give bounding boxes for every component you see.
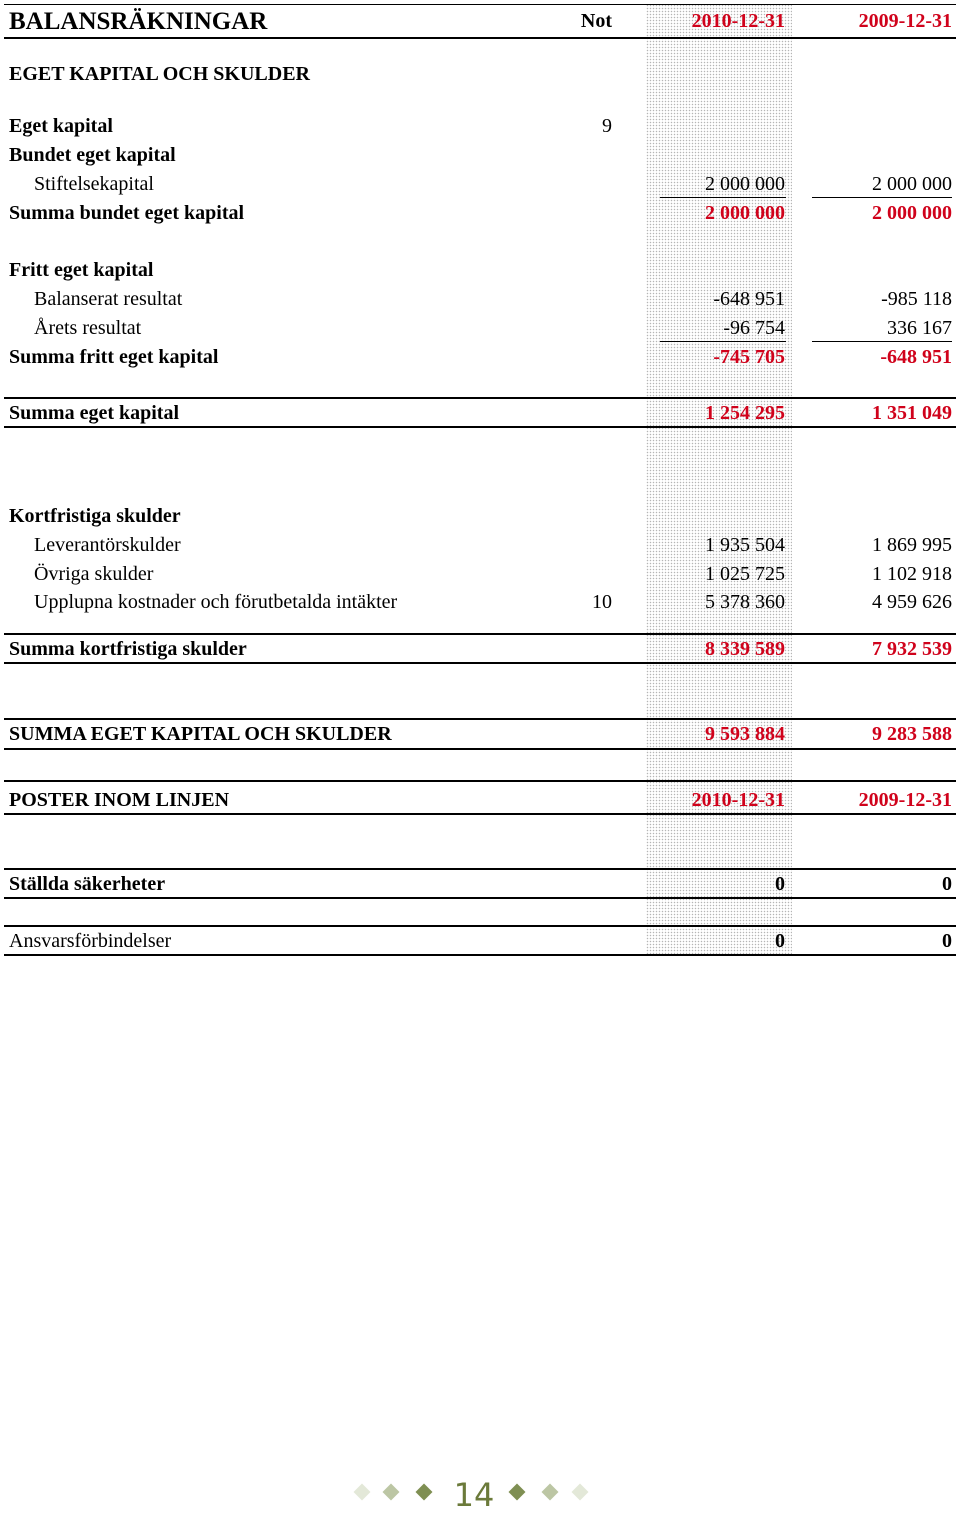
grand-total-row (6, 720, 957, 749)
prior-value: 7 932 539 (872, 638, 952, 660)
prior-value: 2 000 000 (872, 173, 952, 195)
section-title: EGET KAPITAL OCH SKULDER (9, 63, 310, 85)
off-balance-rule-top (4, 780, 956, 782)
prior-value: 2 000 000 (872, 202, 952, 224)
equity-note: 9 (602, 115, 612, 137)
diamond-ornament-icon (542, 1484, 559, 1501)
table-row (6, 285, 957, 314)
row-label: Summa fritt eget kapital (9, 346, 219, 368)
balance-sheet-header (6, 7, 957, 36)
prior-value: 0 (942, 930, 952, 952)
liabilities-heading-row (6, 502, 957, 531)
grand-total-rule-top (4, 718, 956, 720)
table-row (6, 927, 957, 956)
row-rule-bottom (4, 954, 956, 956)
row-rule-top (4, 868, 956, 870)
restricted-equity-heading-row (6, 141, 957, 170)
subtotal-row (6, 199, 957, 228)
top-rule (4, 4, 956, 5)
row-label: Balanserat resultat (34, 288, 183, 310)
table-row (6, 588, 957, 617)
current-value: 9 593 884 (705, 723, 785, 745)
current-value: 8 339 589 (705, 638, 785, 660)
prior-value: 0 (942, 873, 952, 895)
current-value: 5 378 360 (705, 591, 785, 613)
current-value: 1 254 295 (705, 402, 785, 424)
header-rule (4, 37, 956, 39)
row-label: Ansvarsförbindelser (9, 930, 172, 952)
total-rule-bottom (4, 662, 956, 664)
row-label: Summa eget kapital (9, 402, 179, 424)
row-label: Övriga skulder (34, 563, 154, 585)
total-row (6, 635, 957, 664)
table-row (6, 314, 957, 343)
prior-value: -648 951 (880, 346, 952, 368)
subtotal-rule-current (660, 197, 786, 198)
current-value: 1 025 725 (705, 563, 785, 585)
table-row (6, 870, 957, 899)
subtotal-rule-current (660, 341, 786, 342)
off-balance-title: POSTER INOM LINJEN (9, 789, 230, 811)
current-year-column-header: 2010-12-31 (691, 789, 785, 811)
row-label: Årets resultat (34, 317, 142, 339)
row-note: 10 (592, 591, 612, 613)
unrestricted-equity-title: Fritt eget kapital (9, 259, 154, 281)
current-value: 2 000 000 (705, 173, 785, 195)
section-heading (6, 60, 957, 89)
prior-value: 9 283 588 (872, 723, 952, 745)
row-label: Summa kortfristiga skulder (9, 638, 247, 660)
row-rule-bottom (4, 897, 956, 899)
row-label: Stiftelsekapital (34, 173, 154, 195)
prior-value: -985 118 (881, 288, 952, 310)
row-label: SUMMA EGET KAPITAL OCH SKULDER (9, 723, 392, 745)
total-rule-top (4, 397, 956, 399)
prior-value: 1 869 995 (872, 534, 952, 556)
total-row (6, 399, 957, 428)
page-number: 14 (453, 1476, 495, 1514)
current-value: 2 000 000 (705, 202, 785, 224)
prior-value: 1 351 049 (872, 402, 952, 424)
subtotal-rule-prior (812, 197, 952, 198)
total-rule-top (4, 633, 956, 635)
row-rule-top (4, 925, 956, 927)
current-value: 0 (775, 930, 785, 952)
diamond-ornament-icon (509, 1484, 526, 1501)
row-label: Leverantörskulder (34, 534, 181, 556)
row-label: Ställda säkerheter (9, 873, 166, 895)
diamond-ornament-icon (383, 1484, 400, 1501)
table-row (6, 170, 957, 199)
diamond-ornament-icon (416, 1484, 433, 1501)
diamond-ornament-icon (354, 1484, 371, 1501)
current-value: -96 754 (723, 317, 785, 339)
note-column-header: Not (580, 10, 612, 32)
prior-value: 1 102 918 (872, 563, 952, 585)
table-row (6, 531, 957, 560)
page-title: BALANSRÄKNINGAR (9, 8, 268, 35)
current-value: -745 705 (713, 346, 785, 368)
total-rule-bottom (4, 426, 956, 428)
prior-year-column-header: 2009-12-31 (858, 789, 952, 811)
off-balance-header (6, 786, 957, 815)
grand-total-rule-bottom (4, 748, 956, 750)
current-year-column-header: 2010-12-31 (691, 10, 785, 32)
prior-value: 4 959 626 (872, 591, 952, 613)
page-footer (0, 1474, 960, 1518)
table-row (6, 560, 957, 589)
subtotal-rule-prior (812, 341, 952, 342)
diamond-ornament-icon (572, 1484, 589, 1501)
prior-value: 336 167 (887, 317, 952, 339)
current-value: 1 935 504 (705, 534, 785, 556)
current-value: 0 (775, 873, 785, 895)
prior-year-column-header: 2009-12-31 (858, 10, 952, 32)
current-value: -648 951 (713, 288, 785, 310)
row-label: Summa bundet eget kapital (9, 202, 245, 224)
equity-title: Eget kapital (9, 115, 113, 137)
off-balance-rule-bottom (4, 813, 956, 815)
subtotal-row (6, 343, 957, 372)
liabilities-title: Kortfristiga skulder (9, 505, 181, 527)
row-label: Upplupna kostnader och förutbetalda intäkter (34, 591, 398, 613)
equity-heading-row (6, 112, 957, 141)
restricted-equity-title: Bundet eget kapital (9, 144, 176, 166)
unrestricted-equity-heading-row (6, 256, 957, 285)
